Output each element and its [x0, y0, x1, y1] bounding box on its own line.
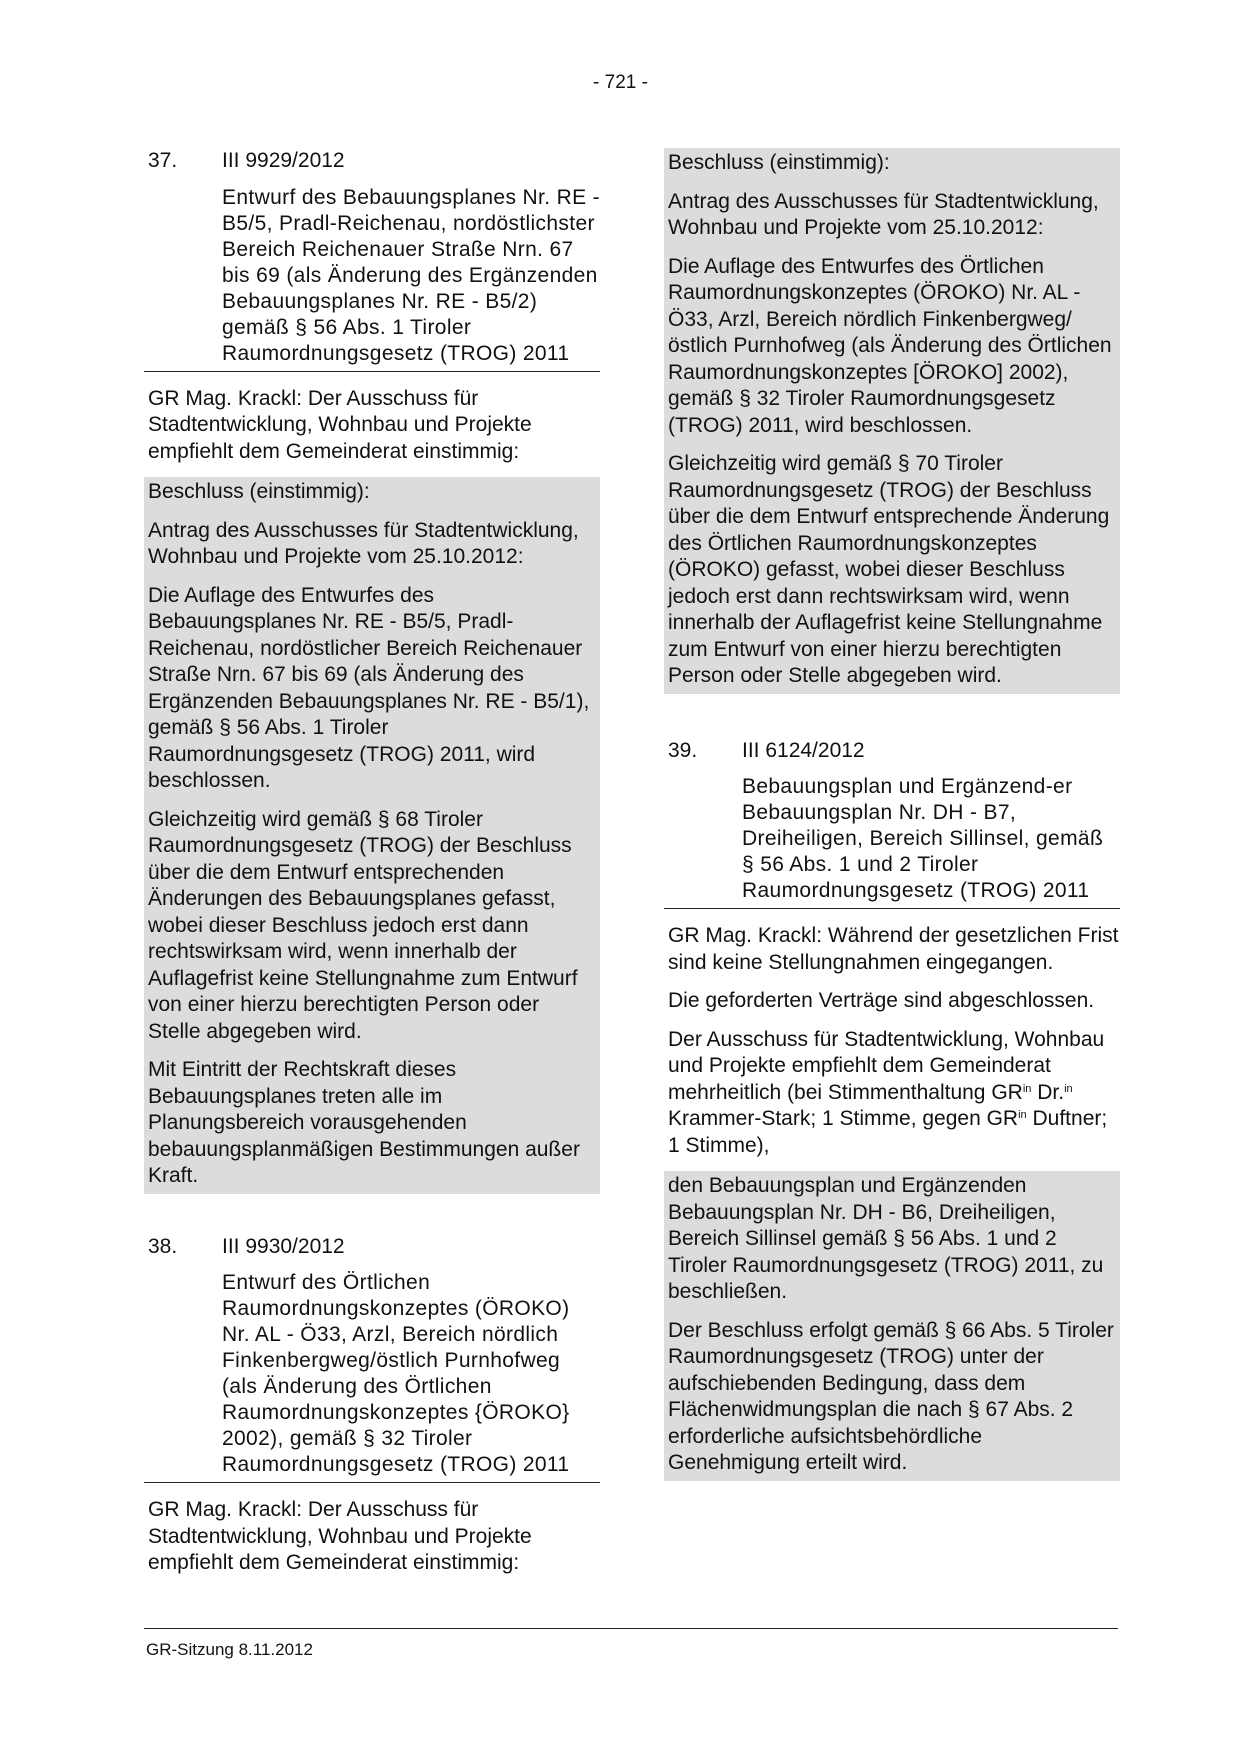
- resolution-heading: Beschluss (einstimmig):: [148, 480, 370, 503]
- right-column: [664, 148, 1120, 1481]
- item-number: 39.: [668, 738, 698, 762]
- agenda-item-39-header: [668, 738, 1120, 765]
- recommendation-text: Krammer-Stark; 1 Stimme, gegen GR: [668, 1107, 1019, 1130]
- item-reference: III 9929/2012: [222, 149, 345, 172]
- resolution-block: [144, 477, 600, 1194]
- item-title: Entwurf des Bebauungsplanes Nr. RE - B5/5, Pradl-Reichenau, nordöstlichster Bereich Reichenauer Straße Nrn. 67 bis 69 (als Änderung des Ergänzenden Bebauungsplanes Nr. RE - B5/2) gemäß § 56 Abs. 1 Tiroler Raumordnungsgesetz (TROG) 2011: [222, 185, 600, 365]
- item-title: Bebauungsplan und Ergänzend-er Bebauungsplan Nr. DH - B7, Dreiheiligen, Bereich Sillinsel, gemäß § 56 Abs. 1 und 2 Tiroler Raumordnungsgesetz (TROG) 2011: [742, 775, 1104, 902]
- item-number: 38.: [148, 1234, 178, 1258]
- resolution-heading: Beschluss (einstimmig):: [668, 151, 890, 174]
- item-number: 37.: [148, 149, 178, 172]
- resolution-block: [664, 148, 1120, 694]
- item-reference: III 9930/2012: [222, 1234, 345, 1258]
- divider: [144, 1482, 600, 1483]
- speaker-statement: GR Mag. Krackl: Während der gesetzlichen Frist sind keine Stellungnahmen eingegangen.: [668, 924, 1119, 974]
- resolution-paragraph: Gleichzeitig wird gemäß § 70 Tiroler Raumordnungsgesetz (TROG) der Beschluss über die dem Entwurf entsprechende Änderung des Örtlichen Raumordnungskonzeptes (ÖROKO) gefasst, wobei dieser Beschluss jedoch erst dann rechtswirksam wird, wenn innerhalb der Auflagefrist keine Stellungnahme zum Entwurf von einer hierzu berechtigten Person oder Stelle abgegeben wird.: [668, 452, 1110, 687]
- recommendation-text: Der Ausschuss für Stadtentwicklung, Wohnbau und Projekte empfiehlt dem Gemeinderat mehrheitlich (bei Stimmenthaltung GR: [668, 1027, 1105, 1104]
- speaker-statement: GR Mag. Krackl: Der Ausschuss für Stadtentwicklung, Wohnbau und Projekte empfiehlt dem Gemeinderat einstimmig:: [148, 386, 532, 463]
- resolution-paragraph: den Bebauungsplan und Ergänzenden Bebauungsplan Nr. DH - B6, Dreiheiligen, Bereich Sillinsel gemäß § 56 Abs. 1 und 2 Tiroler Raumordnungsgesetz (TROG) 2011, zu beschließen.: [668, 1174, 1104, 1303]
- resolution-paragraph: Der Beschluss erfolgt gemäß § 66 Abs. 5 Tiroler Raumordnungsgesetz (TROG) unter der aufschiebenden Bedingung, dass dem Flächenwidmungsplan die nach § 67 Abs. 2 erforderliche aufsichtsbehördliche Genehmigung erteilt wird.: [668, 1318, 1114, 1474]
- resolution-paragraph: Die Auflage des Entwurfes des Bebauungsplanes Nr. RE - B5/5, Pradl-Reichenau, nordöstlicher Bereich Reichenauer Straße Nrn. 67 bis 69 (als Änderung des Ergänzenden Bebauungsplanes Nr. RE - B5/1), gemäß § 56 Abs. 1 Tiroler Raumordnungsgesetz (TROG) 2011, wird beschlossen.: [148, 583, 590, 792]
- divider: [144, 371, 600, 372]
- committee-recommendation: [664, 1027, 1120, 1160]
- recommendation-text: Duftner; 1 Stimme),: [668, 1107, 1108, 1157]
- motion-text: Antrag des Ausschusses für Stadtentwicklung, Wohnbau und Projekte vom 25.10.2012:: [668, 189, 1099, 239]
- superscript: in: [1064, 1082, 1073, 1095]
- left-column: [144, 148, 600, 1577]
- recommendation-text: Dr.: [1031, 1080, 1065, 1104]
- contracts-note: Die geforderten Verträge sind abgeschlossen.: [668, 989, 1095, 1012]
- item-reference: III 6124/2012: [742, 738, 865, 762]
- motion-text: Antrag des Ausschusses für Stadtentwicklung, Wohnbau und Projekte vom 25.10.2012:: [148, 518, 579, 568]
- superscript: in: [1022, 1082, 1032, 1095]
- divider: [664, 908, 1120, 909]
- resolution-block: [664, 1171, 1120, 1481]
- agenda-item-38-header: [148, 1234, 600, 1261]
- footer-divider: [144, 1628, 1118, 1629]
- agenda-item-37-header: [148, 148, 600, 175]
- resolution-paragraph: Mit Eintritt der Rechtskraft dieses Bebauungsplanes treten alle im Planungsbereich vorausgehenden bebauungsplanmäßigen Bestimmungen außer Kraft.: [148, 1058, 580, 1187]
- footer-text: GR-Sitzung 8.11.2012: [146, 1640, 313, 1659]
- resolution-paragraph: Gleichzeitig wird gemäß § 68 Tiroler Raumordnungsgesetz (TROG) der Beschluss über die dem Entwurf entsprechenden Änderungen des Bebauungsplanes gefasst, wobei dieser Beschluss jedoch erst dann rechtswirksam wird, wenn innerhalb der Auflagefrist keine Stellungnahme zum Entwurf von einer hierzu berechtigten Person oder Stelle abgegeben wird.: [148, 807, 578, 1043]
- page-number: - 721 -: [593, 72, 648, 93]
- resolution-paragraph: Die Auflage des Entwurfes des Örtlichen Raumordnungskonzeptes (ÖROKO) Nr. AL - Ö33, Arzl, Bereich nördlich Finkenbergweg/östlich Purnhofweg (als Änderung des Örtlichen Raumordnungskonzeptes [ÖROKO] 2002), gemäß § 32 Tiroler Raumordnungsgesetz (TROG) 2011, wird beschlossen.: [668, 254, 1112, 437]
- superscript: in: [1018, 1109, 1027, 1121]
- item-title: Entwurf des Örtlichen Raumordnungskonzeptes (ÖROKO) Nr. AL - Ö33, Arzl, Bereich nördlich Finkenbergweg/östlich Purnhofweg (als Änderung des Örtlichen Raumordnungskonzeptes {ÖROKO} 2002), gemäß § 32 Tiroler Raumordnungsgesetz (TROG) 2011: [222, 1271, 570, 1476]
- speaker-statement: GR Mag. Krackl: Der Ausschuss für Stadtentwicklung, Wohnbau und Projekte empfiehlt dem Gemeinderat einstimmig:: [148, 1498, 532, 1574]
